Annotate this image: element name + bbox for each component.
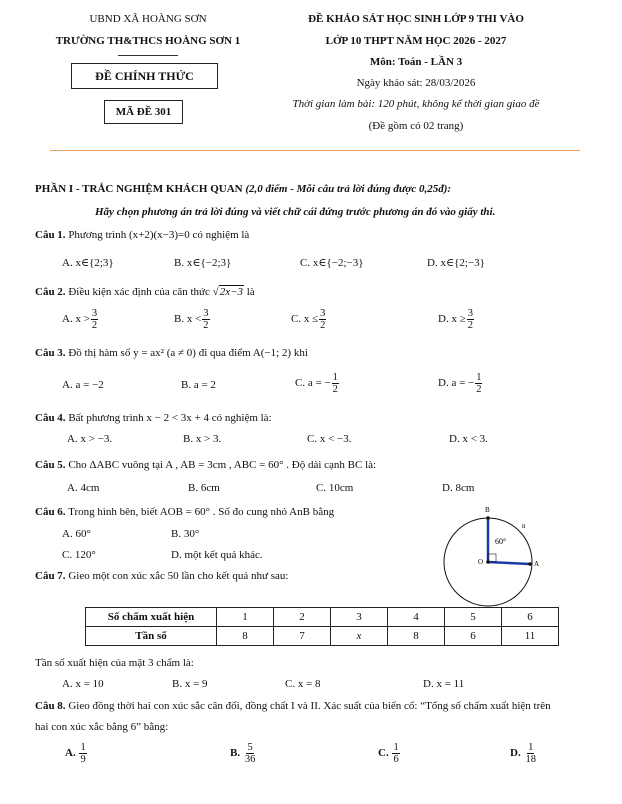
q2-option-b: B. x < $\frac{3}{2}$ [174, 308, 209, 331]
q4-option-c: C. x < −3. [307, 433, 352, 445]
question-stem: Điều kiện xác định của căn thức [68, 286, 210, 298]
question-label: Câu 8. [35, 700, 66, 712]
q3-option-d: D. a = − $\frac{1}{2}$ [438, 372, 482, 395]
page-count: (Đề gồm có 02 trang) [368, 120, 464, 132]
q6-option-c: C. 120° [62, 549, 96, 561]
q7-option-d: D. x = 11 [423, 678, 465, 690]
q2-option-c: C. x ≤ $\frac{3}{2}$ [291, 308, 326, 331]
question-stem-end: là [246, 286, 255, 298]
part1-heading [35, 183, 451, 195]
question-label: Câu 1. [35, 229, 66, 241]
q5-option-b: B. 6cm [188, 482, 220, 494]
header-divider [50, 150, 580, 151]
part1-instruction: Hãy chọn phương án trả lời đúng và viết chữ cái đứng trước phương án đó vào giấy thi. [95, 206, 496, 218]
radicand: 2x−3 [219, 286, 243, 298]
question-label: Câu 4. [35, 412, 66, 424]
table-cell: 5 [445, 608, 502, 627]
table-row [86, 627, 559, 646]
header-underline [118, 55, 178, 56]
label-n: n [522, 522, 526, 530]
q8-option-b: B. $\frac{5}{36}$ [230, 742, 256, 765]
point-b [486, 516, 490, 520]
question-label: Câu 6. [35, 506, 66, 518]
label-a: A [534, 560, 540, 568]
q6-option-b: B. 30° [171, 528, 200, 540]
exam-title: ĐỀ KHẢO SÁT HỌC SINH LỚP 9 THI VÀO [308, 13, 524, 25]
q8-stem-line2: hai con xúc xắc bằng 6” bằng: [35, 721, 169, 733]
table-cell: 2 [274, 608, 331, 627]
point-a [528, 562, 532, 566]
table-header: Tần số [86, 627, 217, 646]
q1-option-b: B. x∈{−2;3} [174, 257, 232, 269]
q3-option-b: B. a = 2 [181, 379, 216, 391]
table-cell: 11 [502, 627, 559, 646]
label-b: B [485, 506, 490, 514]
question-8 [35, 700, 551, 712]
q4-option-d: D. x < 3. [449, 433, 488, 445]
question-1 [35, 229, 249, 241]
question-6 [35, 506, 334, 518]
question-label: Câu 3. [35, 347, 66, 359]
label-o: O [478, 558, 484, 566]
q7-question: Tần số xuất hiện của mặt 3 chấm là: [35, 657, 194, 669]
point-o [486, 560, 490, 564]
q8-option-c: C. $\frac{1}{6}$ [378, 742, 399, 765]
table-header: Số chấm xuất hiện [86, 608, 217, 627]
q2-option-d: D. x ≥ $\frac{3}{2}$ [438, 308, 473, 331]
q2-option-a: A. x > $\frac{3}{2}$ [62, 308, 98, 331]
table-cell: 8 [217, 627, 274, 646]
q5-option-c: C. 10cm [316, 482, 354, 494]
q3-option-c: C. a = − $\frac{1}{2}$ [295, 372, 338, 395]
exam-date: Ngày khảo sát: 28/03/2026 [356, 77, 476, 89]
question-7 [35, 570, 288, 582]
question-label: Câu 5. [35, 459, 66, 471]
question-4 [35, 412, 272, 424]
school-name: TRƯỜNG TH&THCS HOÀNG SƠN 1 [55, 35, 241, 47]
subject: Môn: Toán - LẦN 3 [369, 56, 463, 68]
table-cell: 6 [445, 627, 502, 646]
part1-note: (2,0 điểm - Mỗi câu trả lời đúng được 0,25đ): [245, 183, 452, 195]
table-cell: 8 [388, 627, 445, 646]
q1-option-c: C. x∈{−2;−3} [300, 257, 364, 269]
question-stem: Cho ΔABC vuông tại A , AB = 3cm , ABC = 60° . Độ dài cạnh BC là: [68, 459, 377, 471]
question-5 [35, 459, 376, 471]
question-stem: Trong hình bên, biết AOB = 60° . Số đo cung nhỏ AnB bằng [68, 506, 335, 518]
q8-option-d: D. $\frac{1}{18}$ [510, 742, 536, 765]
question-label: Câu 2. [35, 286, 66, 298]
q7-option-b: B. x = 9 [172, 678, 208, 690]
table-cell: 1 [217, 608, 274, 627]
q7-option-c: C. x = 8 [285, 678, 321, 690]
table-cell: 7 [274, 627, 331, 646]
authority-name: UBND XÃ HOÀNG SƠN [89, 13, 207, 25]
frequency-table [85, 607, 559, 646]
q5-option-a: A. 4cm [67, 482, 100, 494]
question-stem: Gieo đồng thời hai con xúc sắc cân đối, đồng chất I và II. Xác suất của biến cố: “Tổng số chấm xuất hiện trên [68, 700, 551, 712]
q1-option-d: D. x∈{2;−3} [427, 257, 485, 269]
table-row [86, 608, 559, 627]
part1-title: PHẦN I - TRẮC NGHIỆM KHÁCH QUAN [35, 183, 243, 195]
exam-duration: Thời gian làm bài: 120 phút, không kể thời gian giao đề [292, 98, 540, 110]
table-cell: 3 [331, 608, 388, 627]
q8-option-a: A. $\frac{1}{9}$ [65, 742, 86, 765]
exam-year: LỚP 10 THPT NĂM HỌC 2026 - 2027 [325, 35, 507, 47]
q3-option-a: A. a = −2 [62, 379, 104, 391]
question-3 [35, 347, 308, 359]
angle-label: 60° [495, 537, 507, 546]
circle-figure [440, 500, 550, 610]
official-label: ĐỀ CHÍNH THỨC [71, 63, 218, 89]
question-2: Câu 2. Điều kiện xác định của căn thức √2x−3 là [35, 286, 255, 298]
table-cell: x [331, 627, 388, 646]
table-cell: 6 [502, 608, 559, 627]
q6-option-d: D. một kết quả khác. [171, 549, 263, 561]
question-stem: Bất phương trình x − 2 < 3x + 4 có nghiệm là: [68, 412, 272, 424]
question-stem: Gieo một con xúc xắc 50 lần cho kết quả như sau: [68, 570, 289, 582]
exam-code: MÃ ĐỀ 301 [104, 100, 183, 124]
question-stem: Phương trình (x+2)(x−3)=0 có nghiệm là [68, 229, 250, 241]
question-stem: Đồ thị hàm số y = ax² (a ≠ 0) đi qua điểm A(−1; 2) khi [68, 347, 308, 359]
q4-option-a: A. x > −3. [67, 433, 113, 445]
question-label: Câu 7. [35, 570, 66, 582]
q6-option-a: A. 60° [62, 528, 91, 540]
q1-option-a: A. x∈{2;3} [62, 257, 114, 269]
q5-option-d: D. 8cm [442, 482, 475, 494]
q7-option-a: A. x = 10 [62, 678, 104, 690]
q4-option-b: B. x > 3. [183, 433, 222, 445]
table-cell: 4 [388, 608, 445, 627]
